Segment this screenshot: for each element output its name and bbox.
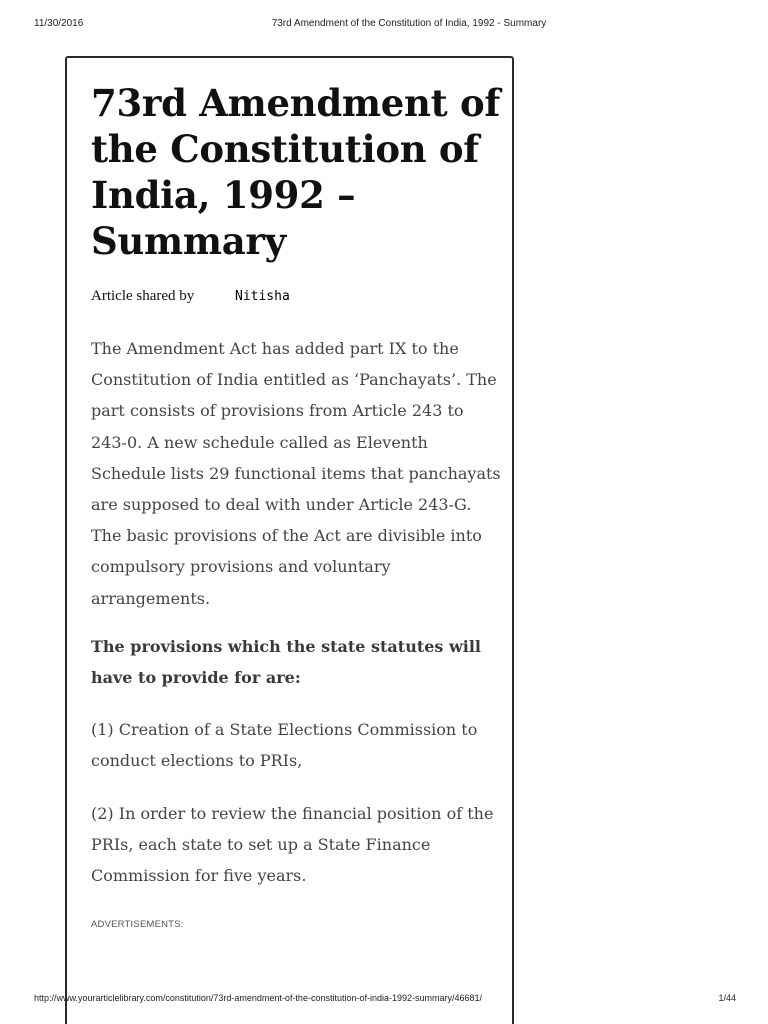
advertisements-label: ADVERTISEMENTS: (91, 919, 184, 931)
provision-item-2: (2) In order to review the financial position of the PRIs, each state to set up a State Finance Commission for five years. (91, 803, 494, 886)
article-card (65, 56, 514, 1024)
print-header (0, 18, 768, 32)
author-name[interactable]: Nitisha (235, 289, 290, 304)
byline-label: Article shared by (91, 288, 195, 304)
article-title: 73rd Amendment of the Constitution of India, 1992 – Summary (91, 81, 500, 263)
article-content (91, 80, 501, 930)
page-number: 1/44 (718, 993, 736, 1003)
print-date: 11/30/2016 (34, 18, 84, 29)
byline (91, 288, 501, 310)
print-footer (0, 993, 768, 1007)
intro-paragraph: The Amendment Act has added part IX to the Constitution of India entitled as ‘Panchayats’. The part consists of provisions from Article 243 to 243-0. A new schedule called as Eleventh Schedule lists 29 functional items that panchayats are supposed to deal with under Article 243-G. The basic provisions of the Act are divisible into compulsory provisions and voluntary arrangements. (91, 339, 501, 608)
print-url[interactable]: http://www.yourarticlelibrary.com/constitution/73rd-amendment-of-the-constitution-of-india-1992-summary/46681/ (34, 993, 483, 1003)
provision-item-1: (1) Creation of a State Elections Commission to conduct elections to PRIs, (91, 720, 478, 771)
print-page-title: 73rd Amendment of the Constitution of India, 1992 - Summary (271, 18, 547, 29)
provisions-heading: The provisions which the state statutes will have to provide for are: (91, 636, 481, 688)
